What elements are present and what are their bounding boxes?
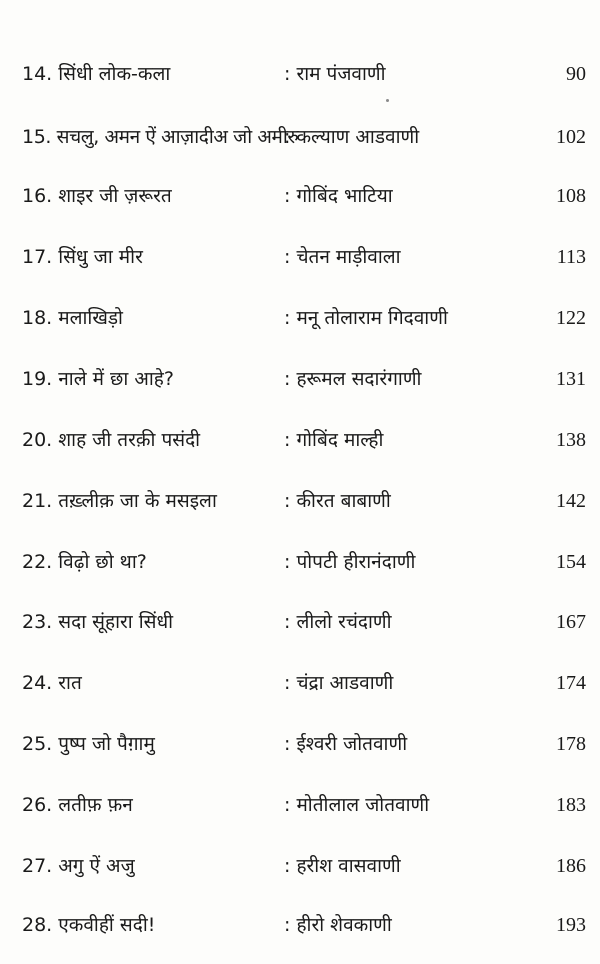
entry-author: : हरीश वासवाणी — [284, 855, 401, 877]
entry-author: : चंद्रा आडवाणी — [284, 672, 394, 694]
entry-title: 20. शाह जी तरक़ी पसंदी — [22, 429, 201, 451]
toc-entry-26 — [0, 785, 600, 825]
entry-author: : गोबिंद माल्ही — [284, 429, 384, 451]
entry-author: : चेतन माड़ीवाला — [284, 246, 401, 268]
entry-title: 19. नाले में छा आहे? — [22, 368, 174, 390]
entry-title: 18. मलाखिड़ो — [22, 307, 123, 329]
entry-page-number: 113 — [556, 246, 586, 268]
toc-entry-19 — [0, 359, 600, 399]
toc-entry-24 — [0, 663, 600, 703]
entry-author: : लीलो रचंदाणी — [284, 611, 392, 633]
entry-title: 14. सिंधी लोक-कला — [22, 63, 171, 85]
toc-entry-23 — [0, 602, 600, 642]
entry-author: : गोबिंद भाटिया — [284, 185, 393, 207]
entry-title: 23. सदा सूंहारा सिंधी — [22, 611, 174, 633]
entry-page-number: 131 — [556, 368, 586, 390]
entry-title: 28. एकवीहीं सदी! — [22, 914, 156, 936]
entry-author: : हरूमल सदारंगाणी — [284, 368, 422, 390]
toc-entry-16 — [0, 176, 600, 216]
entry-author: : मनू तोलाराम गिदवाणी — [284, 307, 448, 329]
entry-page-number: 90 — [566, 63, 586, 85]
entry-author: : कल्याण आडवाणी — [284, 126, 420, 148]
entry-title: 26. लतीफ़ फ़न — [22, 794, 133, 816]
entry-page-number: 193 — [556, 914, 586, 936]
entry-title: 21. तख़्लीक़ जा के मसइला — [22, 490, 217, 512]
toc-entry-20 — [0, 420, 600, 460]
entry-author: : कीरत बाबाणी — [284, 490, 391, 512]
entry-page-number: 174 — [556, 672, 586, 694]
entry-page-number: 178 — [556, 733, 586, 755]
print-speck — [386, 99, 389, 102]
toc-entry-17 — [0, 237, 600, 277]
toc-entry-21 — [0, 481, 600, 521]
entry-page-number: 142 — [556, 490, 586, 512]
toc-entry-22 — [0, 542, 600, 582]
entry-title: 15. सचलु, अमन ऐं आज़ादीअ जो अमीरु — [22, 126, 299, 148]
entry-page-number: 122 — [556, 307, 586, 329]
entry-author: : राम पंजवाणी — [284, 63, 386, 85]
entry-page-number: 102 — [556, 126, 586, 148]
entry-title: 16. शाइर जी ज़रूरत — [22, 185, 172, 207]
toc-entry-28 — [0, 905, 600, 945]
entry-page-number: 138 — [556, 429, 586, 451]
entry-page-number: 108 — [556, 185, 586, 207]
toc-entry-25 — [0, 724, 600, 764]
entry-author: : पोपटी हीरानंदाणी — [284, 551, 416, 573]
entry-title: 17. सिंधु जा मीर — [22, 246, 143, 268]
entry-page-number: 183 — [556, 794, 586, 816]
entry-author: : मोतीलाल जोतवाणी — [284, 794, 430, 816]
entry-author: : हीरो शेवकाणी — [284, 914, 392, 936]
entry-page-number: 186 — [556, 855, 586, 877]
toc-entry-27 — [0, 846, 600, 886]
toc-entry-18 — [0, 298, 600, 338]
entry-page-number: 154 — [556, 551, 586, 573]
entry-title: 27. अगु ऐं अजु — [22, 855, 135, 877]
entry-page-number: 167 — [556, 611, 586, 633]
entry-title: 22. विढ़ो छो था? — [22, 551, 147, 573]
entry-title: 24. रात — [22, 672, 82, 694]
toc-entry-14 — [0, 54, 600, 94]
entry-author: : ईश्वरी जोतवाणी — [284, 733, 408, 755]
toc-entry-15 — [0, 117, 600, 157]
entry-title: 25. पुष्प जो पैग़ामु — [22, 733, 155, 755]
